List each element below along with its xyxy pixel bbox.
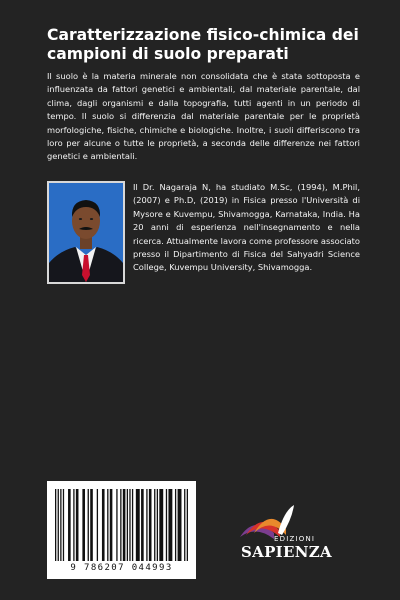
barcode-bar: [60, 489, 61, 561]
barcode-bar: [116, 489, 117, 561]
author-bio: Il Dr. Nagaraja N, ha studiato M.Sc, (1994), M.Phil, (2007) e Ph.D, (2019) in Fisica presso l'Università di Mysore e Kuvempu, Shivamogga, Karnataka, India. Ha 20 anni di esperienza nell'insegnamento e nella ricerca. Attualmente lavora come professore associato presso il Dipartimento di Fisica del Sahyadri Science College, Kuvempu University, Shivamogga.: [133, 182, 361, 273]
barcode-bar: [187, 489, 188, 561]
barcode-bar: [149, 489, 152, 561]
author-photo: [47, 181, 125, 284]
barcode-bar: [154, 489, 155, 561]
barcode-bar: [107, 489, 108, 561]
book-description: Il suolo è la materia minerale non consolidata che è stata sottoposta e influenzata da fattori genetici e ambientali, dal materiale parentale, dal clima, dagli organismi e dalla topografia, tutti agenti in un periodo di tempo. Il suolo si differenzia dal materiale parentale per le proprietà morfologiche, fisiche, chimiche e biologiche. Inoltre, i suoli differiscono tra loro per alcune o tutte le proprietà, a seconda delle differenze nei fattori genetici e ambientali.: [47, 71, 360, 162]
book-title: Caratterizzazione fisico-chimica dei campioni di suolo preparati: [47, 26, 359, 63]
barcode-bar: [178, 489, 182, 561]
barcode-bar: [102, 489, 105, 561]
barcode-bar: [110, 489, 113, 561]
barcode-bar: [82, 489, 85, 561]
barcode-bar: [132, 489, 133, 561]
barcode-bar: [58, 489, 59, 561]
barcode-bar: [90, 489, 93, 561]
barcode-bar: [184, 489, 185, 561]
isbn-barcode: [47, 481, 196, 579]
barcode-bar: [88, 489, 89, 561]
barcode-bar: [157, 489, 158, 561]
barcode-bar: [55, 489, 56, 561]
barcode-bar: [129, 489, 130, 561]
barcode-bar: [63, 489, 64, 561]
barcode-bar: [123, 489, 126, 561]
barcode-bar: [68, 489, 71, 561]
barcode-bar: [73, 489, 74, 561]
isbn-digits: 9 786207 044993: [70, 563, 173, 573]
publisher-name: SAPIENZA: [241, 543, 332, 561]
barcode-bar: [136, 489, 140, 561]
barcode-bar: [141, 489, 144, 561]
barcode-bar: [146, 489, 147, 561]
barcode-bar: [76, 489, 79, 561]
barcode-bar: [166, 489, 167, 561]
author-portrait-image: [49, 183, 123, 282]
barcode-bar: [120, 489, 121, 561]
publisher-imprint: EDIZIONI: [274, 535, 316, 543]
barcode-bar: [168, 489, 172, 561]
barcode-bar: [97, 489, 98, 561]
barcode-bar: [159, 489, 163, 561]
barcode-bar: [175, 489, 176, 561]
barcode-bar: [127, 489, 128, 561]
